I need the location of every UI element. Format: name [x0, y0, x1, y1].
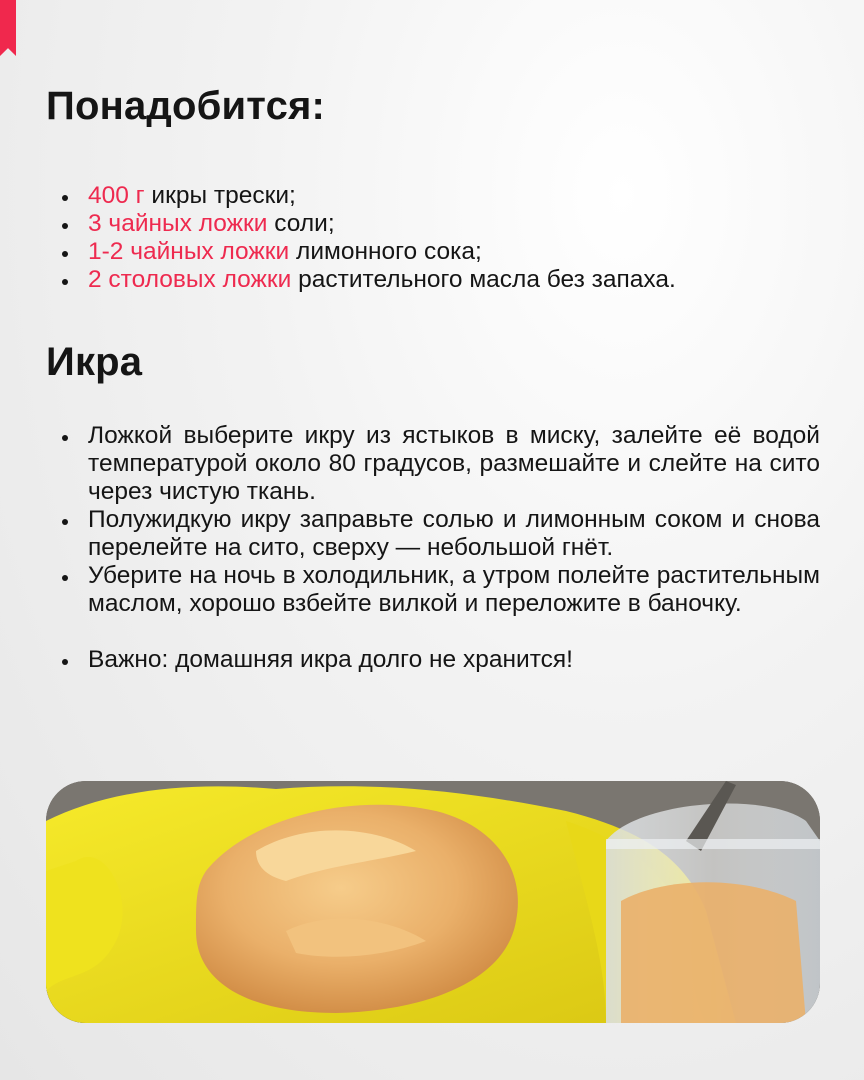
ingredient-text: лимонного сока;	[289, 238, 482, 265]
bookmark-ribbon-icon	[0, 0, 16, 56]
ingredient-text: икры трески;	[144, 182, 296, 209]
ingredient-amount: 1-2 чайных ложки	[88, 238, 290, 265]
heading-needed: Понадобится:	[46, 84, 326, 128]
roe-illustration	[46, 781, 820, 1023]
step-item: Ложкой выберите икру из ястыков в миску, залейте её водой температурой около 80 градусов, размешайте и слейте на сито через чистую ткань.	[60, 422, 820, 506]
ingredients-list	[60, 182, 840, 294]
step-item: Полужидкую икру заправьте солью и лимонным соком и снова перелейте на сито, сверху — небольшой гнёт.	[60, 506, 820, 562]
ingredient-item	[60, 238, 840, 266]
ingredient-item	[60, 210, 840, 238]
ingredient-amount: 2 столовых ложки	[88, 266, 292, 293]
ingredient-text: растительного масла без запаха.	[291, 266, 676, 293]
step-item: Уберите на ночь в холодильник, а утром полейте растительным маслом, хорошо взбейте вилкой и переложите в баночку.	[60, 562, 820, 618]
ingredient-text: соли;	[267, 210, 335, 237]
ingredient-amount: 400 г	[88, 182, 145, 209]
roe-photo	[46, 781, 820, 1023]
note-item: Важно: домашняя икра долго не хранится!	[60, 646, 820, 674]
ingredient-amount: 3 чайных ложки	[88, 210, 268, 237]
ingredient-item	[60, 266, 840, 294]
heading-ikra: Икра	[46, 340, 143, 384]
steps-list	[60, 422, 820, 674]
ingredient-item	[60, 182, 840, 210]
